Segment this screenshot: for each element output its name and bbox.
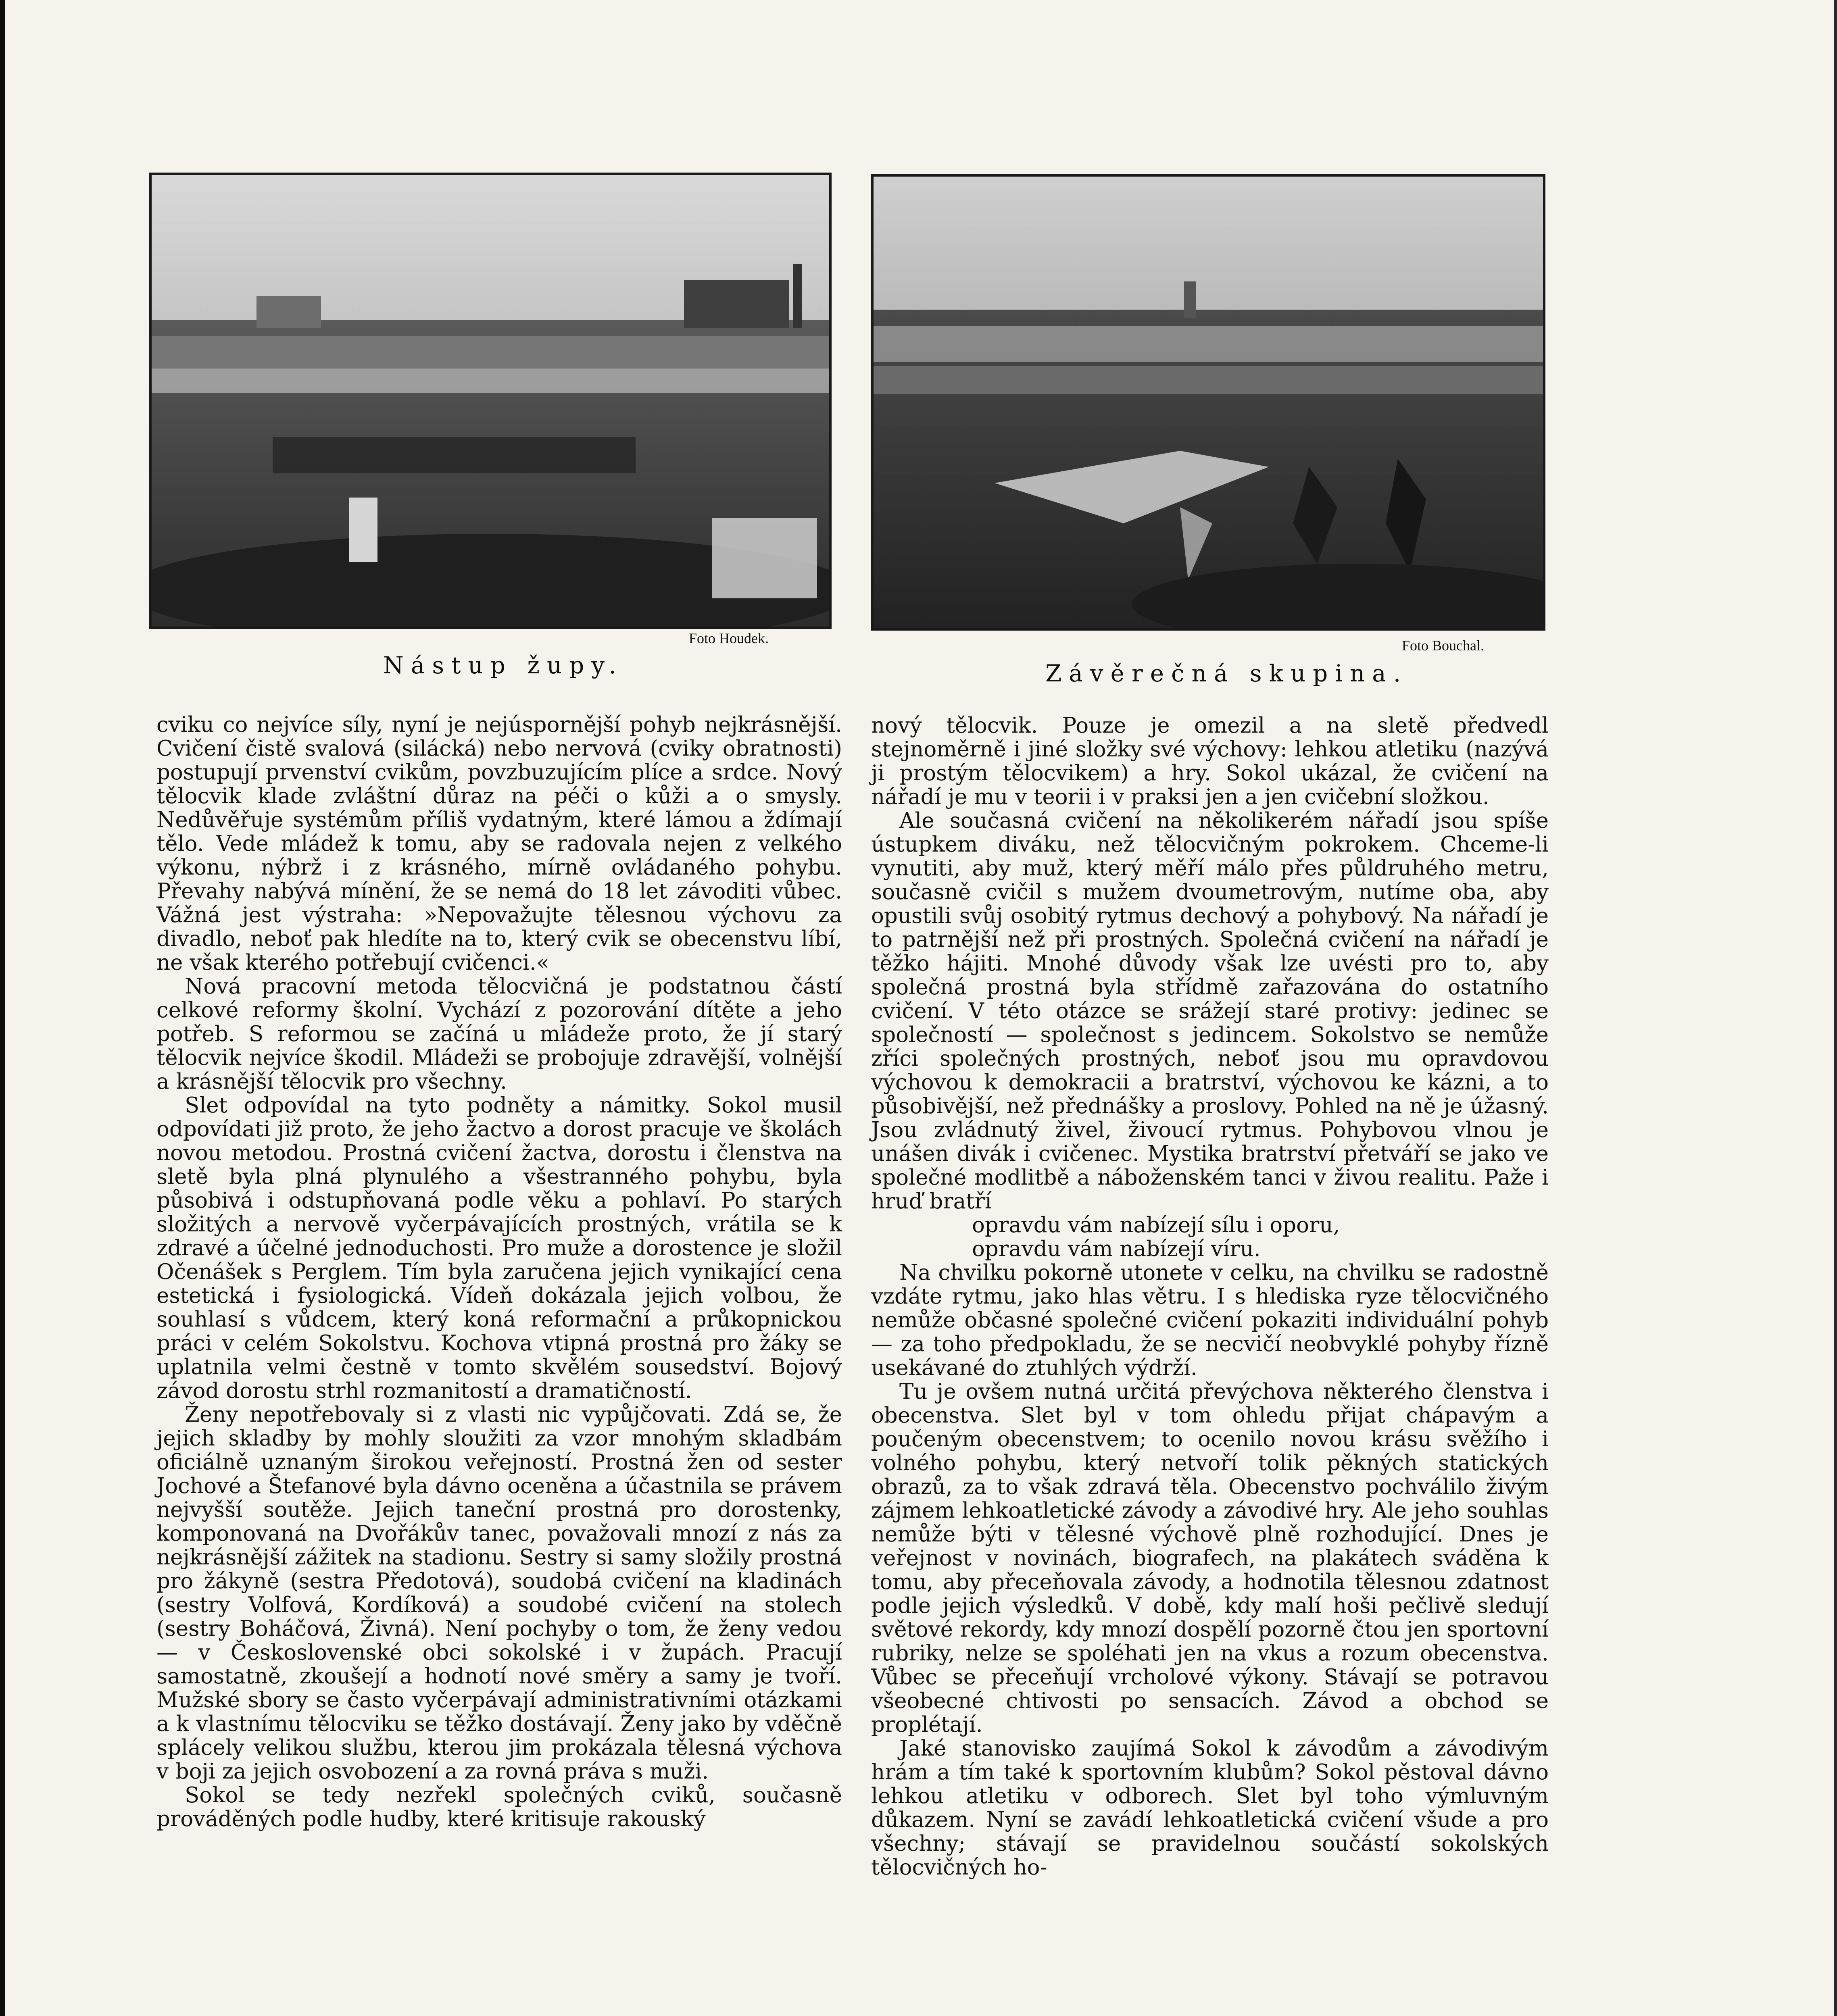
text-column-right (871, 714, 1549, 1879)
photo-credit-right: Foto Bouchal. (1402, 637, 1484, 654)
photo-caption-left: Nástup župy. (383, 652, 623, 679)
paragraph: Tu je ovšem nutná určitá převýchova některého členstva i obecenstva. Slet byl v tom ohledu přijat chápavým a poučeným obecenstvem; to ocenilo novou krásu svěžího i volného pohybu, který netvoří tolik pěkných statických obrazů, za to však zdravá těla. Obecenstvo pochválilo živým zájmem lehkoatletické závody a závodivé hry. Ale jeho souhlas nemůže býti v tělesné výchově plně rozhodující. Dnes je veřejnost v novinách, biografech, na plakátech sváděna k tomu, aby přeceňovala závody, a hodnotila tělesnou zdatnost podle jejich výsledků. V době, kdy malí hoši pečlivě sledují světové rekordy, kdy mnozí dospělí pozorně čtou jen sportovní rubriky, nelze se spoléhati jen na vkus a rozum obecenstva. Vůbec se přeceňují vrcholové výkony. Stávají se potravou všeobecné chtivosti po sensacích. Závod a obchod se proplétají. (871, 1379, 1549, 1737)
paragraph: cviku co nejvíce síly, nyní je nejúspornější pohyb nejkrásnější. Cvičení čistě svalová (silácká) nebo nervová (cviky obratnosti) postupují prvenství cvikům, povzbuzujícím plíce a srdce. Nový tělocvik klade zvláštní důraz na péči o kůži a o smysly. Nedůvěřuje systémům příliš vydatným, které lámou a ždímají tělo. Vede mládež k tomu, aby se radovala nejen z velkého výkonu, nýbrž i z krásného, mírně ovládaného pohybu. Převahy nabývá mínění, že se nemá do 18 let závoditi vůbec. Vážná jest výstraha: »Nepovažujte tělesnou výchovu za divadlo, neboť pak hledíte na to, který cvik se obecenstvu líbí, ne však kterého potřebují cvičenci.« (156, 712, 842, 975)
paragraph: nový tělocvik. Pouze je omezil a na sletě předvedl stejnoměrně i jiné složky své výchovy: lehkou atletiku (nazývá ji prostým tělocvikem) a hry. Sokol ukázal, že cvičení na nářadí je mu v teorii i v praksi jen a jen cvičební složkou. (871, 713, 1549, 809)
paragraph: Ženy nepotřebovaly si z vlasti nic vypůjčovati. Zdá se, že jejich skladby by mohly sloužiti za vzor mnohým skladbám oficiálně uznaným širokou veřejností. Prostná žen od sester Jochové a Štefanové byla dávno oceněna a účastnila se právem nejvyšší soutěže. Jejich taneční prostná pro dorostenky, komponovaná na Dvořákův tanec, považovali mnozí z nás za nejkrásnější zážitek na stadionu. Sestry si samy složily prostná pro žákyně (sestra Předotová), soudobá cvičení na kladinách (sestry Volfová, Kordíková) a soudobé cvičení na stolech (sestry Boháčová, Živná). Není pochyby o tom, že ženy vedou — v Československé obci sokolské i v župách. Pracují samostatně, zkoušejí a hodnotí nové směry a samy je tvoří. Mužské sbory se často vyčerpávají administrativními otázkami a k vlastnímu tělocviku se těžko dostávají. Ženy jako by vděčně splácely velikou službu, kterou jim prokázala tělesná výchova v boji za jejich osvobození a za rovná práva s muži. (156, 1402, 842, 1784)
paragraph: Slet odpovídal na tyto podněty a námitky. Sokol musil odpovídati již proto, že jeho žactvo a dorost pracuje ve školách novou metodou. Prostná cvičení žactva, dorostu i členstva na sletě byla plná plynulého a všestranného pohybu, byla působivá i odstupňovaná podle věku a pohlaví. Po starých složitých a nervově vyčerpávajících prostných, vrátila se k zdravé a účelné jednoduchosti. Pro muže a dorostence je složil Očenášek s Perglem. Tím byla zaručena jejich vynikající cena estetická i fysiologická. Vídeň dokázala jejich volbou, že souhlasí s vůdcem, který koná reformační a průkopnickou práci v celém Sokolstvu. Kochova vtipná prostná pro žáky se uplatnila velmi čestně v tomto skvělém sousedství. Bojový závod dorostu strhl rozmanitostí a dramatičností. (156, 1093, 842, 1403)
verse-line: opravdu vám nabízejí sílu i oporu, (972, 1213, 1340, 1237)
paragraph: Ale současná cvičení na několikerém nářadí jsou spíše ústupkem diváku, než tělocvičným pokrokem. Chceme-li vynutiti, aby muž, který měří málo přes půldruhého metru, současně cvičil s mužem dvoumetrovým, nutíme oba, aby opustili svůj osobitý rytmus dechový a pohybový. Na nářadí je to patrnější než při prostných. Společná cvičení na nářadí je těžko hájiti. Mnohé důvody však lze uvésti pro to, aby společná prostná byla střídmě zařazována do ostatního cvičení. V této otázce se srážejí staré protivy: jedinec se společností — společnost s jedincem. Sokolstvo se nemůže zříci společných prostných, neboť jsou mu opravdovou výchovou k demokracii a bratrství, výchovou ke kázni, a to působivější, než přednášky a proslovy. Pohled na ně je úžasný. Jsou zvládnutý živel, živoucí rytmus. Pohybovou vlnou je unášen divák i cvičenec. Mystika bratrství přetváří se jako ve společné modlitbě a náboženském tanci v živou realitu. Paže i hruď bratří (871, 808, 1549, 1214)
photo-gym-group-icon (874, 177, 1543, 628)
photo-credit-left: Foto Houdek. (689, 630, 769, 646)
paragraph: Na chvilku pokorně utonete v celku, na chvilku se radostně vzdáte rytmu, jako hlas větru. I s hlediska ryze tělocvičného nemůže občasné společné cvičení pokaziti individuální pohyb — za toho předpokladu, že se necvičí neobvyklé pohyby řízně usekávané do ztuhlých výdrží. (871, 1260, 1549, 1380)
verse-line: opravdu vám nabízejí víru. (972, 1237, 1261, 1261)
paragraph: Nová pracovní metoda tělocvičná je podstatnou částí celkové reformy školní. Vychází z pozorování dítěte a jeho potřeb. S reformou se začíná u mládeže proto, že jí starý tělocvik nejvíce škodil. Mládeži se probojuje zdravější, volnější a krásnější tělocvik pro všechny. (156, 974, 842, 1094)
text-column-left (156, 713, 842, 1831)
paragraph: Sokol se tedy nezřekl společných cviků, současně prováděných podle hudby, které kritisuje rakouský (156, 1783, 842, 1831)
photo-nastup-zupy (149, 173, 832, 629)
scan-edge-left (0, 0, 5, 2016)
paragraph: Jaké stanovisko zaujímá Sokol k závodům a závodivým hrám a tím také k sportovním klubům? Sokol pěstoval dávno lehkou atletiku v odborech. Slet byl toho výmluvným důkazem. Nyní se zavádí lehkoatletická cvičení všude a pro všechny; stávají se pravidelnou součástí sokolských tělocvičných ho- (871, 1736, 1549, 1880)
photo-caption-right: Závěrečná skupina. (1045, 660, 1408, 687)
photo-zaverecna-skupina (871, 174, 1545, 631)
photo-crowd-march-icon (152, 175, 829, 627)
scan-edge-right (1834, 0, 1837, 2016)
